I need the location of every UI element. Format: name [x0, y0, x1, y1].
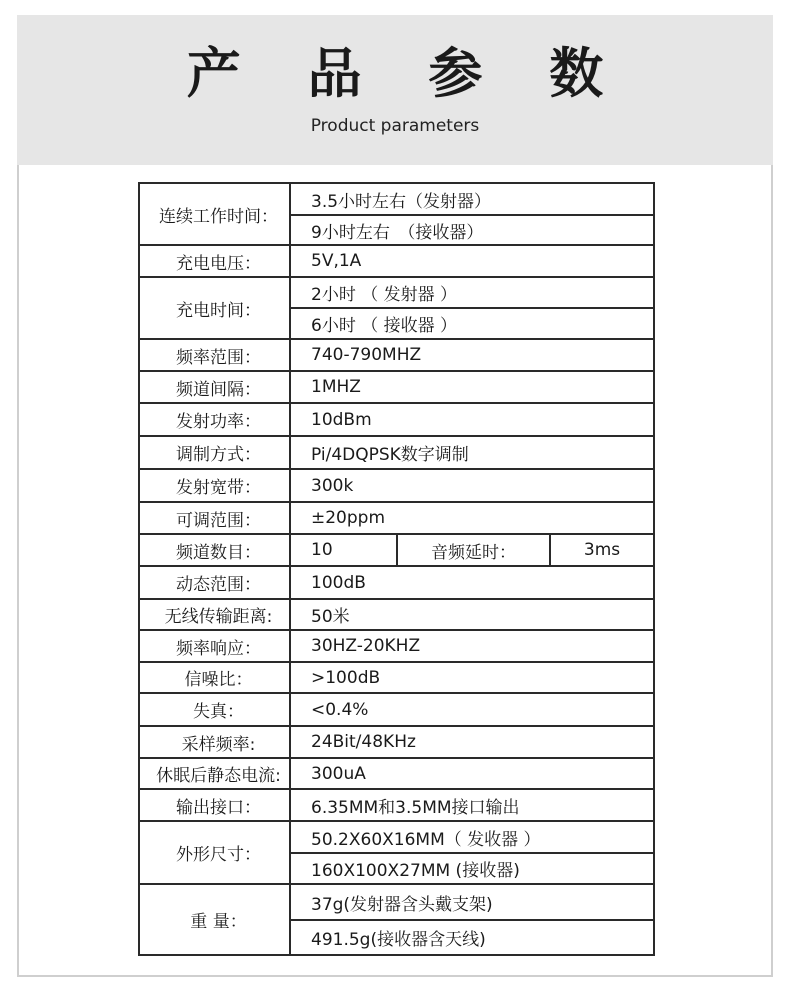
table-row [139, 884, 654, 920]
spec-label: 频道间隔： [139, 371, 290, 403]
spec-value: 3.5小时左右（发射器） [290, 183, 654, 215]
spec-value: 30HZ-20KHZ [290, 630, 654, 662]
table-row [139, 371, 654, 403]
spec-value: 300uA [290, 758, 654, 789]
spec-value: 6.35MM和3.5MM接口输出 [290, 789, 654, 821]
spec-value: 160X100X27MM (接收器) [290, 853, 654, 884]
spec-value: 10dBm [290, 403, 654, 436]
spec-value: 100dB [290, 566, 654, 599]
spec-label: 发射宽带： [139, 469, 290, 502]
spec-value: 5V,1A [290, 245, 654, 277]
table-row [139, 630, 654, 662]
table-row [139, 726, 654, 758]
spec-value: 37g(发射器含头戴支架) [290, 884, 654, 920]
spec-label: 失真： [139, 693, 290, 726]
spec-label: 音频延时： [397, 534, 550, 566]
spec-label: 外形尺寸： [139, 821, 290, 884]
spec-label: 充电时间： [139, 277, 290, 339]
spec-label: 输出接口： [139, 789, 290, 821]
spec-table [138, 182, 655, 956]
spec-value: 3ms [550, 534, 654, 566]
table-row [139, 502, 654, 534]
spec-label: 无线传输距离: [139, 599, 290, 630]
spec-value: ±20ppm [290, 502, 654, 534]
spec-value: 740-790MHZ [290, 339, 654, 371]
spec-value: 9小时左右 （接收器） [290, 215, 654, 245]
table-row [139, 436, 654, 469]
spec-label: 信噪比： [139, 662, 290, 693]
spec-value: >100dB [290, 662, 654, 693]
spec-label: 休眠后静态电流: [139, 758, 290, 789]
spec-value: 50.2X60X16MM（ 发收器 ） [290, 821, 654, 853]
table-row [139, 534, 654, 566]
table-row [139, 403, 654, 436]
table-row [139, 789, 654, 821]
spec-value: 2小时 （ 发射器 ） [290, 277, 654, 308]
spec-label: 重 量： [139, 884, 290, 955]
spec-label: 发射功率： [139, 403, 290, 436]
table-row [139, 599, 654, 630]
table-row [139, 183, 654, 215]
spec-value: 1MHZ [290, 371, 654, 403]
spec-value: 10 [290, 534, 397, 566]
spec-label: 动态范围： [139, 566, 290, 599]
table-row [139, 469, 654, 502]
spec-label: 采样频率: [139, 726, 290, 758]
page-title: 产 品 参 数 [186, 42, 628, 105]
spec-label: 频率范围： [139, 339, 290, 371]
table-row [139, 277, 654, 308]
spec-label: 调制方式： [139, 436, 290, 469]
spec-value: 6小时 （ 接收器 ） [290, 308, 654, 339]
spec-label: 可调范围： [139, 502, 290, 534]
spec-value: 491.5g(接收器含天线) [290, 920, 654, 955]
spec-label: 连续工作时间： [139, 183, 290, 245]
table-row [139, 566, 654, 599]
spec-label: 充电电压： [139, 245, 290, 277]
table-row [139, 758, 654, 789]
table-row [139, 339, 654, 371]
spec-value: 24Bit/48KHz [290, 726, 654, 758]
table-row [139, 245, 654, 277]
table-row [139, 821, 654, 853]
spec-value: 300k [290, 469, 654, 502]
table-row [139, 662, 654, 693]
spec-value: <0.4% [290, 693, 654, 726]
spec-value: 50米 [290, 599, 654, 630]
spec-label: 频率响应： [139, 630, 290, 662]
table-row [139, 693, 654, 726]
spec-value: Pi/4DQPSK数字调制 [290, 436, 654, 469]
spec-label: 频道数目： [139, 534, 290, 566]
page-subtitle: Product parameters [310, 116, 480, 136]
